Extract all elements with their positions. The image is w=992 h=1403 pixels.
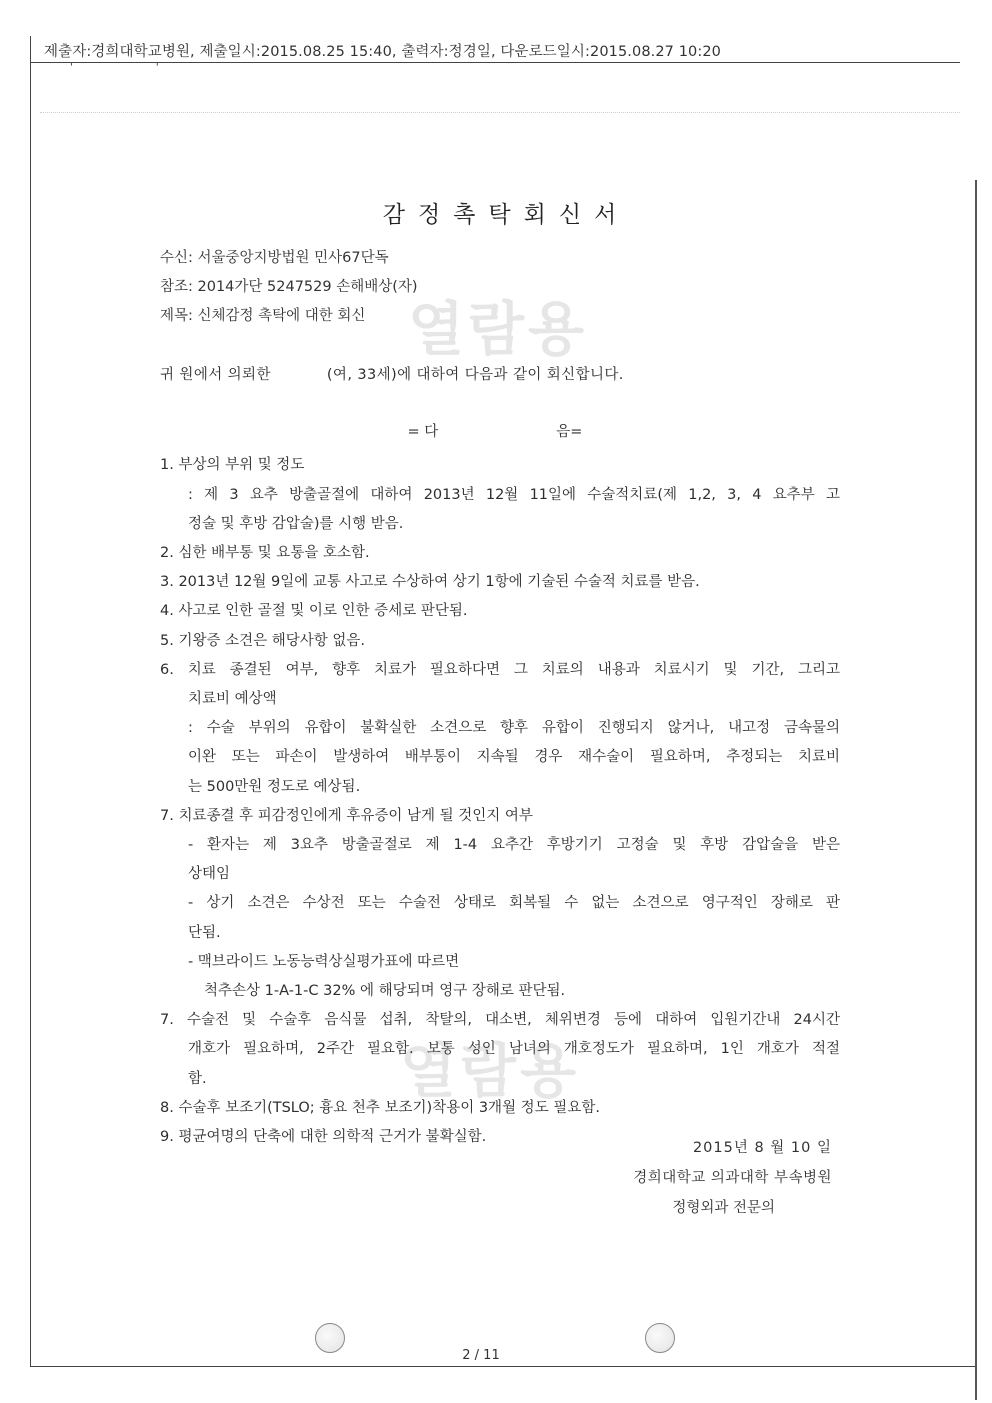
subject: 제목: 신체감정 촉탁에 대한 회신 — [160, 308, 366, 324]
item-9: 9. 평균여명의 단축에 대한 의학적 근거가 불확실함. — [160, 1129, 487, 1146]
intro-after: (여, 33세)에 대하여 다음과 같이 회신합니다. — [326, 367, 624, 383]
item-7-detail-c: - 맥브라이드 노동능력상실평가표에 따르면 — [188, 953, 460, 970]
signature-date: 2015년 8 월 10 일 — [692, 1140, 832, 1156]
watermark-stamp-bottom: 열람용 — [400, 1037, 581, 1105]
item-7: 7. 치료종결 후 피감정인에게 후유증이 남게 될 것인지 여부 — [160, 807, 533, 824]
item-7b-end: 함. — [188, 1070, 207, 1087]
item-6-detail-end: 는 500만원 정도로 예상됨. — [188, 778, 361, 795]
intro-line — [160, 361, 840, 390]
item-2: 2. 심한 배부통 및 요통을 호소함. — [160, 545, 370, 562]
signature-organization: 경희대학교 의과대학 부속병원 — [633, 1170, 832, 1186]
intro-before: 귀 원에서 의뢰한 — [160, 367, 271, 383]
item-4: 4. 사고로 인한 골절 및 이로 인한 증세로 판단됨. — [160, 603, 468, 620]
page-number: 2 / 11 — [462, 1348, 500, 1363]
item-1-detail: : 제 3 요추 방출골절에 대하여 2013년 12월 11일에 수술적치료(제 1,2, 3, 4 요추부 고 — [188, 486, 840, 503]
signature-department: 정형외과 전문의 — [672, 1200, 775, 1216]
item-7b-cont: 개호가 필요하며, 2주간 필요함. 보통 성인 남녀의 개호정도가 필요하며, 1인 개호가 적절 — [188, 1041, 840, 1058]
divider-da-eum — [160, 418, 840, 447]
scan-noise-line — [40, 112, 960, 113]
item-7-detail-b-cont: 단됨. — [188, 924, 221, 941]
header-marks: ' ' — [70, 62, 199, 73]
page-frame-right — [975, 180, 977, 1400]
item-6-cont: 치료비 예상액 — [188, 691, 277, 708]
item-6: 6. 치료 종결된 여부, 향후 치료가 필요하다면 그 치료의 내용과 치료시기 및 기간, 그리고 — [160, 661, 840, 678]
item-1: 1. 부상의 부위 및 정도 — [160, 457, 305, 474]
document-body — [160, 361, 840, 1152]
item-7-detail-a: - 환자는 제 3요추 방출골절로 제 1-4 요추간 후방기기 고정술 및 후방 감압술을 받은 — [188, 837, 840, 854]
watermark-stamp-top: 열람용 — [408, 295, 589, 363]
item-7-detail-c-cont: 척추손상 1-A-1-C 32% 에 해당되며 영구 장해로 판단됨. — [204, 983, 566, 1000]
item-1-detail-cont: 정술 및 후방 감압술)를 시행 받음. — [188, 515, 404, 532]
page-frame-bottom — [30, 1366, 975, 1367]
item-6-detail-cont: 이완 또는 파손이 발생하여 배부통이 지속될 경우 재수술이 필요하며, 추정되는 치료비 — [188, 749, 840, 766]
document-title: 감정촉탁회신서 — [382, 202, 630, 228]
item-7-detail-b: - 상기 소견은 수상전 또는 수술전 상태로 회복될 수 없는 소견으로 영구적인 장해로 판 — [188, 895, 840, 912]
divider-right: 음= — [556, 424, 583, 441]
divider-left: = 다 — [407, 424, 439, 441]
item-7-detail-a-cont: 상태임 — [188, 866, 231, 883]
item-6-detail: : 수술 부위의 유합이 불확실한 소견으로 향후 유합이 진행되지 않거나, 내고정 금속물의 — [188, 720, 840, 737]
item-3: 3. 2013년 12월 9일에 교통 사고로 수상하여 상기 1항에 기술된 수술적 치료를 받음. — [160, 574, 700, 591]
reference: 참조: 2014가단 5247529 손해배상(자) — [160, 279, 418, 295]
recipient: 수신: 서울중앙지방법원 민사67단독 — [160, 250, 389, 266]
submission-info: 제출자:경희대학교병원, 제출일시:2015.08.25 15:40, 출력자:정경일, 다운로드일시:2015.08.27 10:20 — [44, 44, 722, 60]
page-frame-left — [30, 36, 31, 1366]
item-7b: 7. 수술전 및 수술후 음식물 섭취, 착탈의, 대소변, 체위변경 등에 대하여 입원기간내 24시간 — [160, 1012, 840, 1029]
item-5: 5. 기왕증 소견은 해당사항 없음. — [160, 632, 365, 649]
item-8: 8. 수술후 보조기(TSLO; 흉요 천추 보조기)착용이 3개월 정도 필요함. — [160, 1099, 600, 1116]
